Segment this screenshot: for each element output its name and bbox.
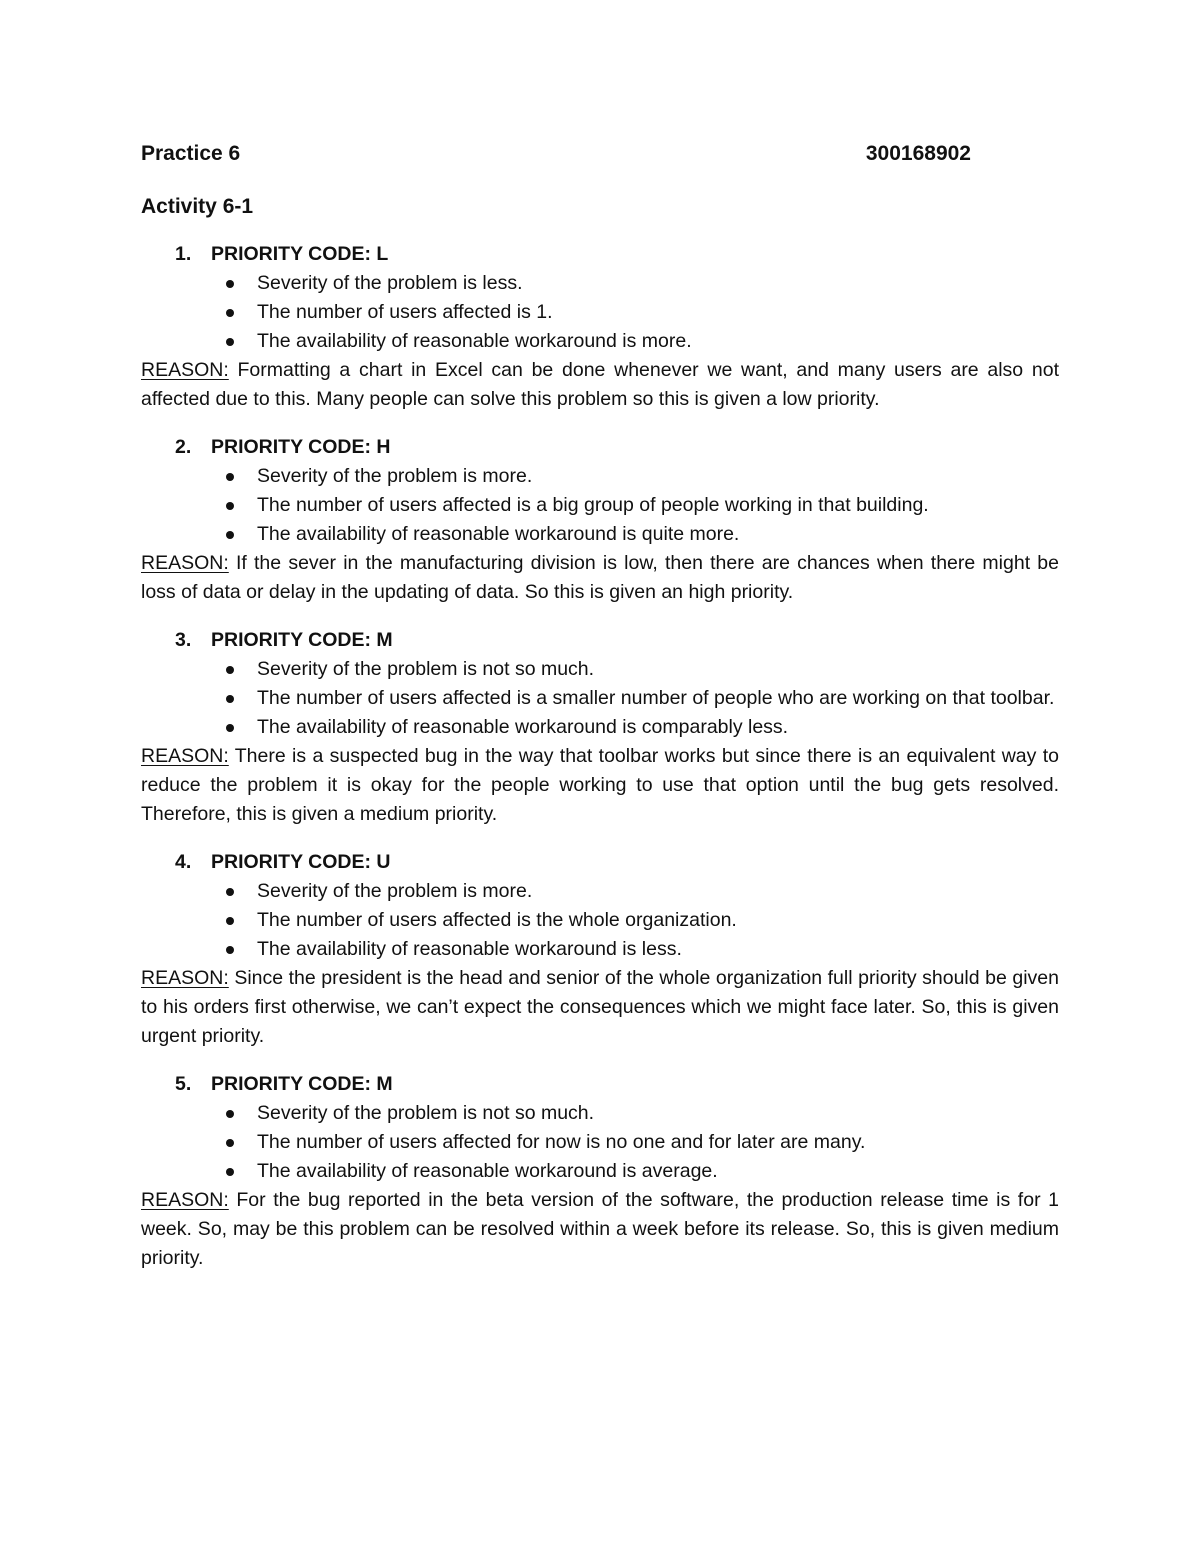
document-title: Practice 6	[141, 142, 241, 165]
priority-code: PRIORITY CODE: M	[211, 629, 393, 651]
bullet-text: Severity of the problem is not so much.	[257, 1102, 595, 1124]
bullet-text: Severity of the problem is less.	[257, 272, 523, 294]
bullet-text: Severity of the problem is not so much.	[257, 658, 595, 680]
bullet-item	[141, 935, 1061, 964]
priority-code: PRIORITY CODE: L	[211, 243, 389, 265]
bullet-text: The availability of reasonable workaround is comparably less.	[257, 716, 789, 738]
bullet-icon	[226, 724, 234, 732]
bullet-icon	[226, 502, 234, 510]
bullet-item	[141, 906, 1061, 935]
bullet-icon	[226, 531, 234, 539]
bullet-list	[141, 655, 1061, 742]
bullet-icon	[226, 473, 234, 481]
bullet-text: Severity of the problem is more.	[257, 880, 533, 902]
bullet-icon	[226, 1110, 234, 1118]
bullet-text: The availability of reasonable workaround is less.	[257, 938, 682, 960]
priority-item-3	[141, 626, 1061, 829]
reason-paragraph	[141, 964, 1059, 1051]
bullet-icon	[226, 280, 234, 288]
item-number: 5.	[175, 1073, 192, 1095]
bullet-item	[141, 327, 1061, 356]
bullet-item	[141, 1128, 1061, 1157]
bullet-item	[141, 269, 1061, 298]
priority-code: PRIORITY CODE: M	[211, 1073, 393, 1095]
priority-item-2	[141, 433, 1061, 607]
item-number: 4.	[175, 851, 192, 873]
bullet-text: The availability of reasonable workaround is average.	[257, 1160, 718, 1182]
priority-item-1	[141, 240, 1061, 414]
priority-code: PRIORITY CODE: U	[211, 851, 391, 873]
bullet-list	[141, 877, 1061, 964]
bullet-text: The number of users affected is a smaller number of people who are working on that toolbar.	[257, 687, 1055, 709]
reason-text: Formatting a chart in Excel can be done whenever we want, and many users are also not affected due to this. Many people can solve this problem so this is given a low priority.	[141, 359, 1059, 410]
item-number: 2.	[175, 436, 192, 458]
bullet-icon	[226, 946, 234, 954]
item-number: 1.	[175, 243, 192, 265]
bullet-icon	[226, 695, 234, 703]
bullet-icon	[226, 309, 234, 317]
bullet-item	[141, 462, 1061, 491]
bullet-item	[141, 520, 1061, 549]
bullet-icon	[226, 917, 234, 925]
bullet-item	[141, 877, 1061, 906]
bullet-item	[141, 1099, 1061, 1128]
bullet-list	[141, 1099, 1061, 1186]
bullet-icon	[226, 888, 234, 896]
bullet-item	[141, 713, 1061, 742]
priority-heading	[141, 626, 1061, 655]
priority-item-5	[141, 1070, 1061, 1273]
reason-label: REASON:	[141, 552, 229, 574]
bullet-text: The number of users affected for now is no one and for later are many.	[257, 1131, 866, 1153]
bullet-text: The availability of reasonable workaround is more.	[257, 330, 692, 352]
bullet-icon	[226, 1168, 234, 1176]
bullet-item	[141, 1157, 1061, 1186]
bullet-icon	[226, 666, 234, 674]
priority-item-4	[141, 848, 1061, 1051]
bullet-text: The availability of reasonable workaround is quite more.	[257, 523, 740, 545]
reason-paragraph	[141, 549, 1059, 607]
bullet-text: The number of users affected is 1.	[257, 301, 553, 323]
student-id: 300168902	[865, 142, 971, 165]
bullet-item	[141, 491, 1061, 520]
bullet-item	[141, 684, 1061, 713]
reason-paragraph	[141, 1186, 1059, 1273]
reason-label: REASON:	[141, 1189, 229, 1211]
bullet-item	[141, 298, 1061, 327]
reason-text: There is a suspected bug in the way that toolbar works but since there is an equivalent way to reduce the problem it is okay for the people working to use that option until the bug gets resolved. Therefore, this is given a medium priority.	[141, 745, 1059, 825]
item-number: 3.	[175, 629, 192, 651]
reason-label: REASON:	[141, 745, 229, 767]
reason-label: REASON:	[141, 967, 229, 989]
bullet-item	[141, 655, 1061, 684]
bullet-text: The number of users affected is a big group of people working in that building.	[257, 494, 929, 516]
bullet-list	[141, 462, 1061, 549]
priority-heading	[141, 240, 1061, 269]
reason-text: For the bug reported in the beta version of the software, the production release time is for 1 week. So, may be this problem can be resolved within a week before its release. So, this is given medium priority.	[141, 1189, 1059, 1269]
bullet-list	[141, 269, 1061, 356]
priority-heading	[141, 848, 1061, 877]
priority-heading	[141, 1070, 1061, 1099]
bullet-text: The number of users affected is the whole organization.	[257, 909, 737, 931]
priority-code: PRIORITY CODE: H	[211, 436, 391, 458]
document-page	[141, 140, 1061, 1273]
reason-paragraph	[141, 742, 1059, 829]
bullet-icon	[226, 1139, 234, 1147]
reason-paragraph	[141, 356, 1059, 414]
activity-title: Activity 6-1	[141, 195, 254, 218]
bullet-icon	[226, 338, 234, 346]
document-header	[141, 140, 971, 168]
reason-text: Since the president is the head and senior of the whole organization full priority should be given to his orders first otherwise, we can’t expect the consequences which we might face later. So, this is given urgent priority.	[141, 967, 1059, 1047]
reason-label: REASON:	[141, 359, 229, 381]
bullet-text: Severity of the problem is more.	[257, 465, 533, 487]
priority-heading	[141, 433, 1061, 462]
reason-text: If the sever in the manufacturing division is low, then there are chances when there might be loss of data or delay in the updating of data. So this is given an high priority.	[141, 552, 1059, 603]
